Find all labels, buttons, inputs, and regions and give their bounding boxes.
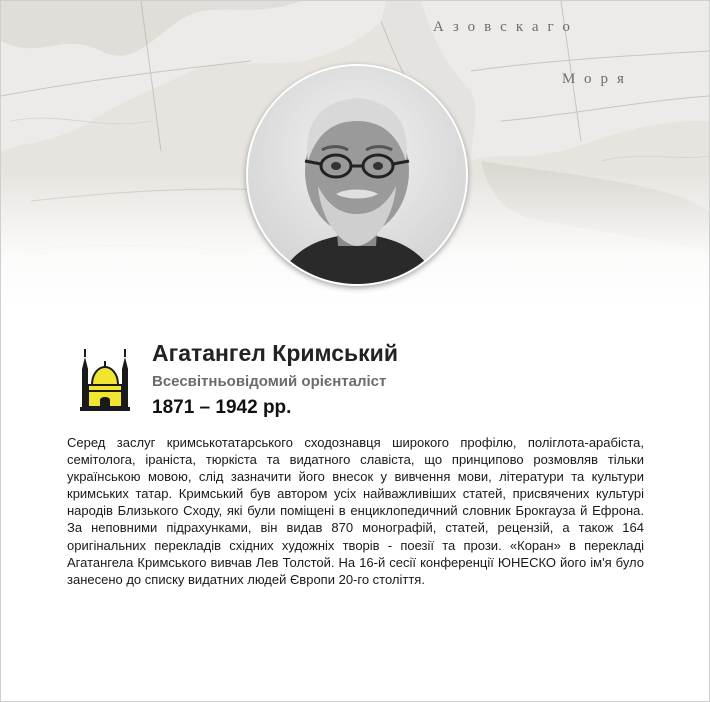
map-label-sea-line2: Моря: [562, 71, 633, 87]
person-years: 1871 – 1942 рр.: [152, 397, 292, 418]
person-name: Агатангел Кримський: [152, 340, 398, 366]
biography-text: Серед заслуг кримськотатарського сходознавця широкого профілю, поліглота-арабіста, семітолога, іраніста, тюркіста та видатного славіста, що принципово розмовляв тільки українською мовою, слід зазначити його внесок у вивчення мови, літератури та культури кримських татар. Кримський був автором усіх найважливіших статей, присвячених культурі народів Близького Сходу, які були поміщені в енциклопедичний словник Брокгауза й Ефрона. За неповними підрахунками, він видав 870 монографій, статей, рецензій, а також 164 оригінальних перекладів східних художніх творів - поезії та прози. «Коран» в перекладі Агатангела Кримського вивчав Лев Толстой. На 16-й сесії конференції ЮНЕСКО його ім'я було занесено до списку видатних людей Європи 20-го століття.: [67, 435, 644, 587]
portrait-image: [248, 66, 466, 284]
map-label-sea-line1: Азовскаго: [433, 19, 579, 35]
mosque-icon: [79, 347, 131, 413]
portrait-photo: [246, 64, 468, 286]
person-role: Всесвітньовідомий орієнталіст: [152, 373, 387, 390]
